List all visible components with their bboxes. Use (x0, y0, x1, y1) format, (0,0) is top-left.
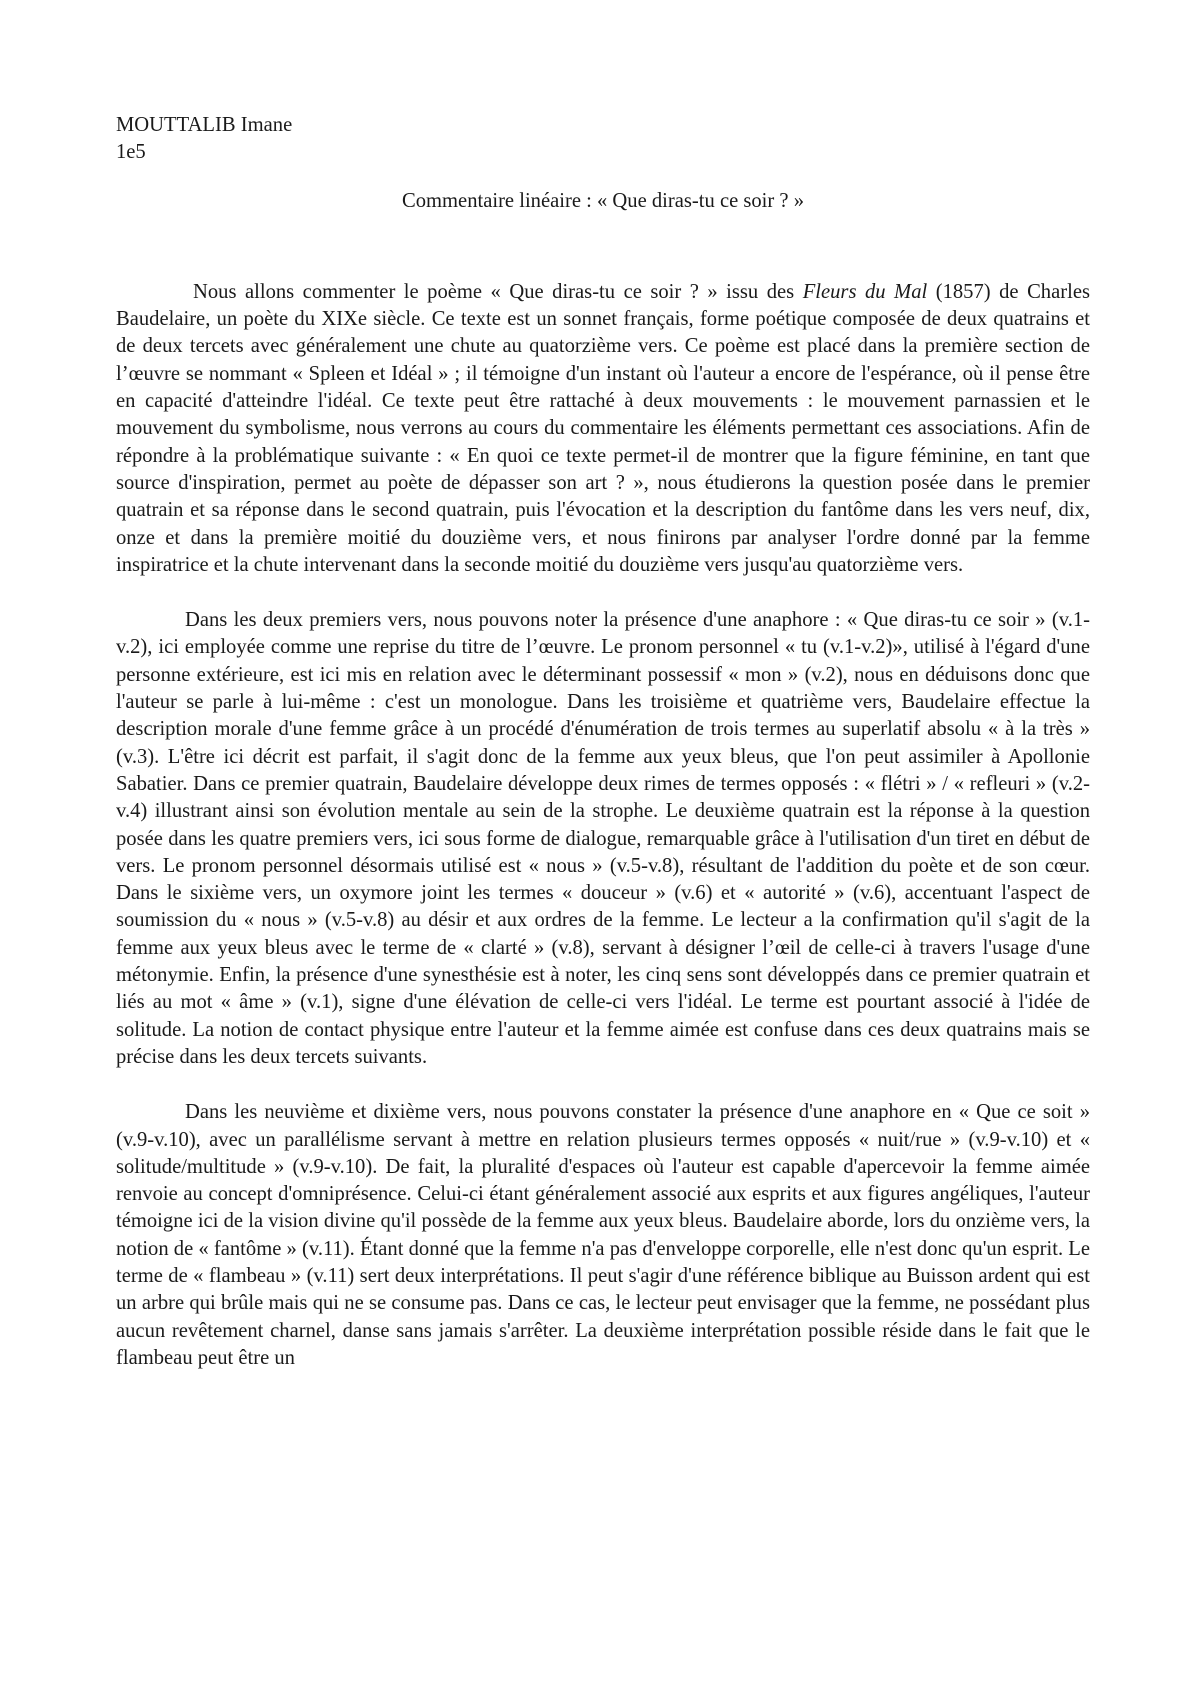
author-name: MOUTTALIB Imane (116, 114, 293, 136)
work-title: Fleurs du Mal (802, 280, 928, 303)
document-title: Commentaire linéaire : « Que diras-tu ce soir ? » (401, 189, 804, 212)
paragraph-text: (1857) de Charles Baudelaire, un poète du XIXe siècle. Ce texte est un sonnet français, forme poétique composée de deux quatrains et de deux tercets avec généralement une chute au quatorzième vers. Ce poème est placé dans la première section de l’œuvre se nommant « Spleen et Idéal » ; il témoigne d'un instant où l'auteur a encore de l'espérance, où il pense être en capacité d'atteindre l'idéal. Ce texte peut être rattaché à deux mouvements : le mouvement parnassien et le mouvement du symbolisme, nous verrons au cours du commentaire les éléments permettant ces associations. Afin de répondre à la problématique suivante : « En quoi ce texte permet-il de montrer que la figure féminine, en tant que source d'inspiration, permet au poète de dépasser son art ? », nous étudierons la question posée dans le premier quatrain et sa réponse dans le second quatrain, puis l'évocation et la description du fantôme dans les vers neuf, dix, onze et dans la première moitié du douzième vers, et nous finirons par analyser l'ordre donné par la femme inspiratrice et la chute intervenant dans la seconde moitié du douzième vers jusqu'au quatorzième vers. (116, 280, 1090, 576)
paragraph-quatrains: Dans les deux premiers vers, nous pouvons noter la présence d'une anaphore : « Que diras-tu ce soir » (v.1-v.2), ici employée comme une reprise du titre de l’œuvre. Le pronom personnel « tu (v.1-v.2)», utilisé à l'égard d'une personne extérieure, est ici mis en relation avec le déterminant possessif « mon » (v.2), nous en déduisons donc que l'auteur se parle à lui-même : c'est un monologue. Dans les troisième et quatrième vers, Baudelaire effectue la description morale d'une femme grâce à un procédé d'énumération de trois termes au superlatif absolu « à la très » (v.3). L'être ici décrit est parfait, il s'agit donc de la femme aux yeux bleus, que l'on peut assimiler à Apollonie Sabatier. Dans ce premier quatrain, Baudelaire développe deux rimes de termes opposés : « flétri » / « refleuri » (v.2-v.4) illustrant ainsi son évolution mentale au sein de la strophe. Le deuxième quatrain est la réponse à la question posée dans les quatre premiers vers, ici sous forme de dialogue, remarquable grâce à l'utilisation d'un tiret en début de vers. Le pronom personnel désormais utilisé est « nous » (v.5-v.8), résultant de l'addition du poète et de son cœur. Dans le sixième vers, un oxymore joint les termes « douceur » (v.6) et « autorité » (v.6), accentuant l'aspect de soumission du « nous » (v.5-v.8) au désir et aux ordres de la femme. Le lecteur a la confirmation qu'il s'agit de la femme aux yeux bleus avec le terme de « clarté » (v.8), servant à désigner l’œil de celle-ci à travers l'usage d'une métonymie. Enfin, la présence d'une synesthésie est à noter, les cinq sens sont développés dans ce premier quatrain et liés au mot « âme » (v.1), signe d'une élévation de celle-ci vers l'idéal. Le terme est pourtant associé à l'idée de solitude. La notion de contact physique entre l'auteur et la femme aimée est confuse dans ces deux quatrains mais se précise dans les deux tercets suivants. (116, 609, 1090, 1068)
paragraph-text: Nous allons commenter le poème « Que diras-tu ce soir ? » issu des (193, 280, 803, 303)
class-label: 1e5 (116, 141, 146, 164)
paragraph-tercets: Dans les neuvième et dixième vers, nous pouvons constater la présence d'une anaphore en « Que ce soit » (v.9-v.10), avec un parallélisme servant à mettre en relation plusieurs termes opposés « nuit/rue » (v.9-v.10) et « solitude/multitude » (v.9-v.10). De fait, la pluralité d'espaces où l'auteur est capable d'apercevoir la femme aimée renvoie au concept d'omniprésence. Celui-ci étant généralement associé aux esprits et aux figures angéliques, l'auteur témoigne ici de la vision divine qu'il possède de la femme aux yeux bleus. Baudelaire aborde, lors du onzième vers, la notion de « fantôme » (v.11). Étant donné que la femme n'a pas d'enveloppe corporelle, elle n'est donc qu'un esprit. Le terme de « flambeau » (v.11) sert deux interprétations. Il peut s'agir d'une référence biblique au Buisson ardent qui est un arbre qui brûle mais qui ne se consume pas. Dans ce cas, le lecteur peut envisager que la femme, ne possédant plus aucun revêtement charnel, danse sans jamais s'arrêter. La deuxième interprétation possible réside dans le fait que le flambeau peut être un (116, 1101, 1090, 1369)
paragraph-introduction (116, 279, 1090, 579)
